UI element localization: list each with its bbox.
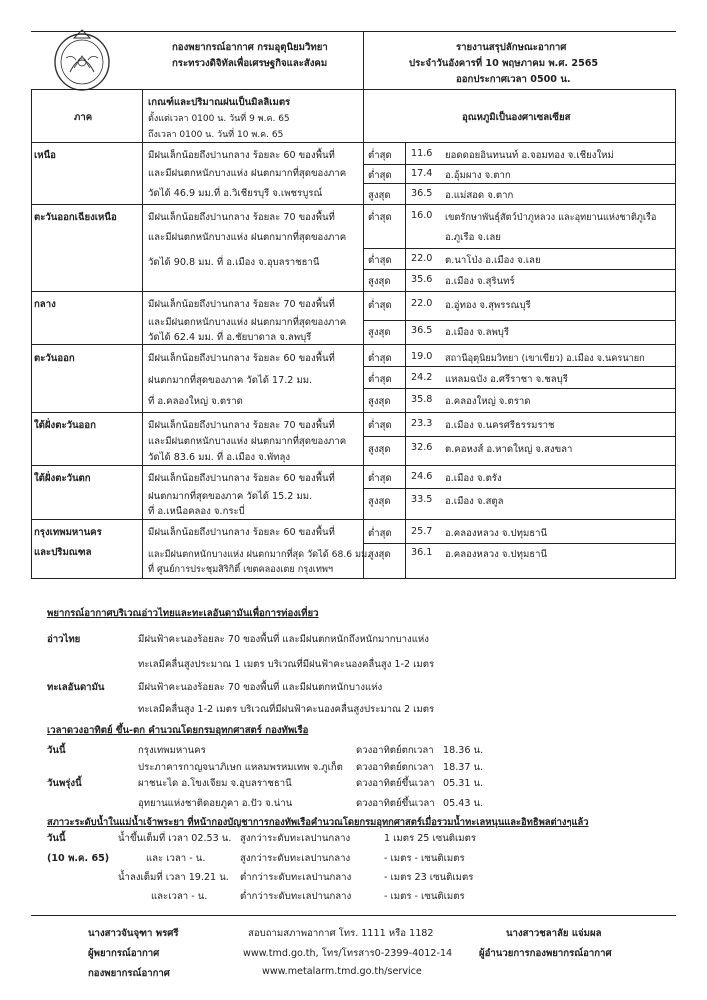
rain-text: ฝนตกมากที่สุดของภาค วัดได้ 15.2 มม. bbox=[148, 491, 313, 502]
tide-time: น้ำลงเต็มที่ เวลา 19.21 น. bbox=[118, 872, 229, 883]
temp-place: สถานีอุตุนิยมวิทยา (เขาเขียว) อ.เมือง จ.นครนายก bbox=[445, 353, 645, 364]
sun-event: ดวงอาทิตย์ตกเวลา bbox=[356, 745, 434, 756]
rain-text: และมีฝนตกหนักบางแห่ง ฝนตกมากที่สุดของภาค bbox=[148, 232, 347, 243]
sun-place: อุทยานแห่งชาติดอยภูคา อ.ปัว จ.น่าน bbox=[138, 798, 293, 809]
tide-time: น้ำขึ้นเต็มที่ เวลา 02.53 น. bbox=[118, 833, 232, 844]
rain-text: วัดได้ 62.4 มม. ที่ อ.ชัยบาดาล จ.ลพบุรี bbox=[148, 332, 312, 343]
rain-text: วัดได้ 46.9 มม.ที่ อ.วิเชียรบุรี จ.เพชรบูรณ์ bbox=[148, 188, 323, 199]
rain-text: และมีฝนตกหนักบางแห่ง ฝนตกมากที่สุดของภาค bbox=[148, 436, 347, 447]
rain-text: มีฝนเล็กน้อยถึงปานกลาง ร้อยละ 70 ของพื้นที่ bbox=[148, 299, 335, 310]
temp-label: ต่ำสุด bbox=[368, 170, 392, 181]
col-header-temp: อุณหภูมิเป็นองศาเซลเซียส bbox=[462, 112, 571, 123]
tide-ref: สูงกว่าระดับทะเลปานกลาง bbox=[240, 853, 351, 864]
forecaster-dept: กองพยากรณ์อากาศ bbox=[88, 968, 170, 979]
col-header-rain-from: ตั้งแต่เวลา 0100 น. วันที่ 9 พ.ค. 65 bbox=[148, 114, 290, 124]
sun-time: 05.31 น. bbox=[443, 778, 484, 789]
tide-level: - เมตร - เซนติเมตร bbox=[384, 891, 465, 902]
rain-text: และมีฝนตกหนักบางแห่ง ฝนตกมากที่สุด วัดได้ 68.6 มม. bbox=[148, 549, 371, 560]
rain-text: และมีฝนตกหนักบางแห่ง ฝนตกมากที่สุดของภาค bbox=[148, 168, 347, 179]
gulf-text-1: มีฝนฟ้าคะนองร้อยละ 70 ของพื้นที่ และมีฝนตกหนักถึงหนักมากบางแห่ง bbox=[138, 634, 429, 645]
andaman-label: ทะเลอันดามัน bbox=[47, 682, 105, 693]
temp-place: อ.เมือง จ.สตูล bbox=[445, 496, 504, 507]
col-header-rain: เกณฑ์และปริมาณฝนเป็นมิลลิเมตร bbox=[148, 97, 291, 108]
region-east: ตะวันออก bbox=[34, 353, 75, 364]
col-header-rain-to: ถึงเวลา 0100 น. วันที่ 10 พ.ค. 65 bbox=[148, 130, 284, 140]
sun-event: ดวงอาทิตย์ขึ้นเวลา bbox=[356, 778, 435, 789]
rain-text: ที่ อ.เหนือคลอง จ.กระบี่ bbox=[148, 506, 245, 517]
sun-today-label: วันนี้ bbox=[47, 745, 66, 756]
contact-phone: สอบถามสภาพอากาศ โทร. 1111 หรือ 1182 bbox=[248, 928, 434, 939]
rain-text: ที่ ศูนย์การประชุมสิริกิติ์ เขตคลองเตย กรุงเทพฯ bbox=[148, 564, 334, 575]
temp-value: 25.7 bbox=[411, 526, 433, 537]
temp-label: สูงสุด bbox=[368, 327, 391, 338]
sun-place: ผาชนะได อ.โขงเจียม จ.อุบลราชธานี bbox=[138, 778, 292, 789]
region-bangkok-cont: และปริมณฑล bbox=[34, 547, 92, 558]
temp-label: สูงสุด bbox=[368, 549, 391, 560]
tmd-emblem-icon bbox=[52, 28, 112, 92]
temp-label: ต่ำสุด bbox=[368, 374, 392, 385]
temp-value: 33.5 bbox=[411, 494, 433, 505]
director-title: ผู้อำนวยการกองพยากรณ์อากาศ bbox=[479, 948, 612, 959]
sun-place: ประภาคารกาญจนาภิเษก แหลมพรหมเทพ จ.ภูเก็ต bbox=[138, 762, 343, 773]
tide-today-label: วันนี้ bbox=[47, 833, 66, 844]
temp-value: 35.6 bbox=[411, 274, 433, 285]
tide-time: และเวลา - น. bbox=[151, 891, 208, 902]
rain-text: วัดได้ 90.8 มม. ที่ อ.เมือง จ.อุบลราชธานี bbox=[148, 257, 320, 268]
temp-place: อ.อุ้มผาง จ.ตาก bbox=[445, 170, 511, 181]
ministry-name: กระทรวงดิจิทัลเพื่อเศรษฐกิจและสังคม bbox=[172, 58, 328, 69]
temp-place: อ.เมือง จ.สุรินทร์ bbox=[445, 276, 515, 287]
tide-ref: ต่ำกว่าระดับทะเลปานกลาง bbox=[240, 872, 352, 883]
temp-place: อ.คลองหลวง จ.ปทุมธานี bbox=[445, 528, 548, 539]
andaman-text-2: ทะเลมีคลื่นสูง 1-2 เมตร บริเวณที่มีฝนฟ้าคะนองคลื่นสูงประมาณ 2 เมตร bbox=[138, 704, 435, 715]
temp-label: ต่ำสุด bbox=[368, 300, 392, 311]
temp-value: 23.3 bbox=[411, 418, 433, 429]
temp-label: สูงสุด bbox=[368, 444, 391, 455]
region-central: กลาง bbox=[34, 299, 56, 310]
gulf-text-2: ทะเลมีคลื่นสูงประมาณ 1 เมตร บริเวณที่มีฝนฟ้าคะนองคลื่นสูง 1-2 เมตร bbox=[138, 659, 435, 670]
temp-label: สูงสุด bbox=[368, 396, 391, 407]
report-title: รายงานสรุปลักษณะอากาศ bbox=[456, 42, 567, 53]
temp-value: 24.2 bbox=[411, 372, 433, 383]
temp-value: 32.6 bbox=[411, 442, 433, 453]
col-header-region: ภาค bbox=[74, 112, 93, 123]
temp-value: 24.6 bbox=[411, 471, 433, 482]
temp-place: แหลมฉบัง อ.ศรีราชา จ.ชลบุรี bbox=[445, 374, 568, 385]
director-name: นางสาวชลาลัย แจ่มผล bbox=[506, 928, 602, 939]
sun-tomorrow-label: วันพรุ่งนี้ bbox=[47, 778, 82, 789]
temp-value: 36.5 bbox=[411, 188, 433, 199]
temp-value: 17.4 bbox=[411, 168, 433, 179]
temp-value: 11.6 bbox=[411, 148, 433, 159]
rain-text: มีฝนเล็กน้อยถึงปานกลาง ร้อยละ 70 ของพื้นที่ bbox=[148, 420, 335, 431]
temp-value: 22.0 bbox=[411, 298, 433, 309]
temp-place: ต.คอหงส์ อ.หาดใหญ่ จ.สงขลา bbox=[445, 444, 573, 455]
temp-value: 36.1 bbox=[411, 547, 433, 558]
rain-text: มีฝนเล็กน้อยถึงปานกลาง ร้อยละ 70 ของพื้นที่ bbox=[148, 212, 335, 223]
region-south-west: ใต้ฝั่งตะวันตก bbox=[34, 473, 91, 484]
region-bangkok: กรุงเทพมหานคร bbox=[34, 527, 102, 538]
temp-label: ต่ำสุด bbox=[368, 473, 392, 484]
sun-event: ดวงอาทิตย์ขึ้นเวลา bbox=[356, 798, 435, 809]
temp-label: สูงสุด bbox=[368, 496, 391, 507]
temp-value: 35.8 bbox=[411, 394, 433, 405]
temp-label: ต่ำสุด bbox=[368, 150, 392, 161]
temp-value: 16.0 bbox=[411, 210, 433, 221]
temp-place-cont: อ.ภูเรือ จ.เลย bbox=[445, 232, 501, 243]
rain-text: และมีฝนตกหนักบางแห่ง ฝนตกมากที่สุดของภาค bbox=[148, 317, 347, 328]
temp-label: ต่ำสุด bbox=[368, 420, 392, 431]
tide-ref: สูงกว่าระดับทะเลปานกลาง bbox=[240, 833, 351, 844]
sun-time: 18.36 น. bbox=[443, 745, 484, 756]
contact-service-link[interactable]: www.metalarm.tmd.go.th/service bbox=[262, 966, 422, 977]
temp-place: เขตรักษาพันธุ์สัตว์ป่าภูหลวง และอุทยานแห่งชาติภูเรือ bbox=[445, 212, 657, 223]
sun-event: ดวงอาทิตย์ตกเวลา bbox=[356, 762, 434, 773]
temp-label: ต่ำสุด bbox=[368, 255, 392, 266]
rain-text: มีฝนเล็กน้อยถึงปานกลาง ร้อยละ 60 ของพื้นที่ bbox=[148, 473, 335, 484]
temp-place: อ.อู่ทอง จ.สุพรรณบุรี bbox=[445, 300, 531, 311]
sea-forecast-title: พยากรณ์อากาศบริเวณอ่าวไทยและทะเลอันดามันเพื่อการท่องเที่ยว bbox=[47, 608, 319, 619]
rain-text: ฝนตกมากที่สุดของภาค วัดได้ 17.2 มม. bbox=[148, 375, 313, 386]
forecaster-title: ผู้พยากรณ์อากาศ bbox=[88, 948, 160, 959]
tide-level: - เมตร 23 เซนติเมตร bbox=[384, 872, 474, 883]
rain-text: ที่ อ.คลองใหญ่ จ.ตราด bbox=[148, 396, 243, 407]
temp-place: อ.คลองใหญ่ จ.ตราด bbox=[445, 396, 531, 407]
forecaster-name: นางสาวจันจุฑา พรศรี bbox=[88, 928, 179, 939]
tide-level: - เมตร - เซนติเมตร bbox=[384, 853, 465, 864]
gulf-label: อ่าวไทย bbox=[47, 634, 81, 645]
temp-label: ต่ำสุด bbox=[368, 212, 392, 223]
sun-title: เวลาดวงอาทิตย์ ขึ้น-ตก คำนวณโดยกรมอุทกศาสตร์ กองทัพเรือ bbox=[47, 725, 309, 736]
temp-label: สูงสุด bbox=[368, 190, 391, 201]
sun-place: กรุงเทพมหานคร bbox=[138, 745, 206, 756]
report-date: ประจำวันอังคารที่ 10 พฤษภาคม พ.ศ. 2565 bbox=[409, 58, 599, 69]
temp-place: อ.เมือง จ.นครศรีธรรมราช bbox=[445, 420, 555, 431]
contact-website[interactable]: www.tmd.go.th, โทร/โทรสาร0-2399-4012-14 bbox=[243, 948, 453, 959]
sun-time: 18.37 น. bbox=[443, 762, 484, 773]
temp-place: ต.นาโป่ง อ.เมือง จ.เลย bbox=[445, 255, 541, 266]
tide-date-label: (10 พ.ค. 65) bbox=[47, 853, 110, 864]
region-northeast: ตะวันออกเฉียงเหนือ bbox=[34, 212, 117, 223]
rain-text: มีฝนเล็กน้อยถึงปานกลาง ร้อยละ 60 ของพื้นที่ bbox=[148, 527, 335, 538]
issue-time: ออกประกาศเวลา 0500 น. bbox=[456, 74, 571, 85]
region-south-east: ใต้ฝั่งตะวันออก bbox=[34, 420, 96, 431]
rain-text: มีฝนเล็กน้อยถึงปานกลาง ร้อยละ 60 ของพื้นที่ bbox=[148, 353, 335, 364]
temp-place: อ.แม่สอด จ.ตาก bbox=[445, 190, 514, 201]
tide-ref: ต่ำกว่าระดับทะเลปานกลาง bbox=[240, 891, 352, 902]
sun-time: 05.43 น. bbox=[443, 798, 484, 809]
tide-level: 1 เมตร 25 เซนติเมตร bbox=[384, 833, 477, 844]
temp-value: 19.0 bbox=[411, 351, 433, 362]
region-north: เหนือ bbox=[34, 150, 56, 161]
temp-label: ต่ำสุด bbox=[368, 528, 392, 539]
temp-label: สูงสุด bbox=[368, 276, 391, 287]
tide-time: และ เวลา - น. bbox=[146, 853, 206, 864]
temp-place: ยอดดอยอินทนนท์ อ.จอมทอง จ.เชียงใหม่ bbox=[445, 150, 614, 161]
temp-place: อ.เมือง จ.ลพบุรี bbox=[445, 327, 510, 338]
andaman-text-1: มีฝนฟ้าคะนองร้อยละ 70 ของพื้นที่ และมีฝนตกหนักบางแห่ง bbox=[138, 682, 383, 693]
temp-value: 36.5 bbox=[411, 325, 433, 336]
tide-title: สภาวะระดับน้ำในแม่น้ำเจ้าพระยา ที่หน้ากองบัญชาการกองทัพเรือคำนวณโดยกรมอุทกศาสตร์เมื่อรวมน้ำทะเลหนุนและอิทธิพลต่างๆแล้ว bbox=[47, 817, 589, 828]
rain-text: วัดได้ 83.6 มม. ที่ อ.เมือง จ.พัทลุง bbox=[148, 452, 291, 463]
temp-place: อ.คลองหลวง จ.ปทุมธานี bbox=[445, 549, 548, 560]
temp-value: 22.0 bbox=[411, 253, 433, 264]
temp-place: อ.เมือง จ.ตรัง bbox=[445, 473, 502, 484]
rain-text: มีฝนเล็กน้อยถึงปานกลาง ร้อยละ 60 ของพื้นที่ bbox=[148, 150, 335, 161]
dept-name: กองพยากรณ์อากาศ กรมอุตุนิยมวิทยา bbox=[172, 42, 328, 53]
temp-label: ต่ำสุด bbox=[368, 353, 392, 364]
